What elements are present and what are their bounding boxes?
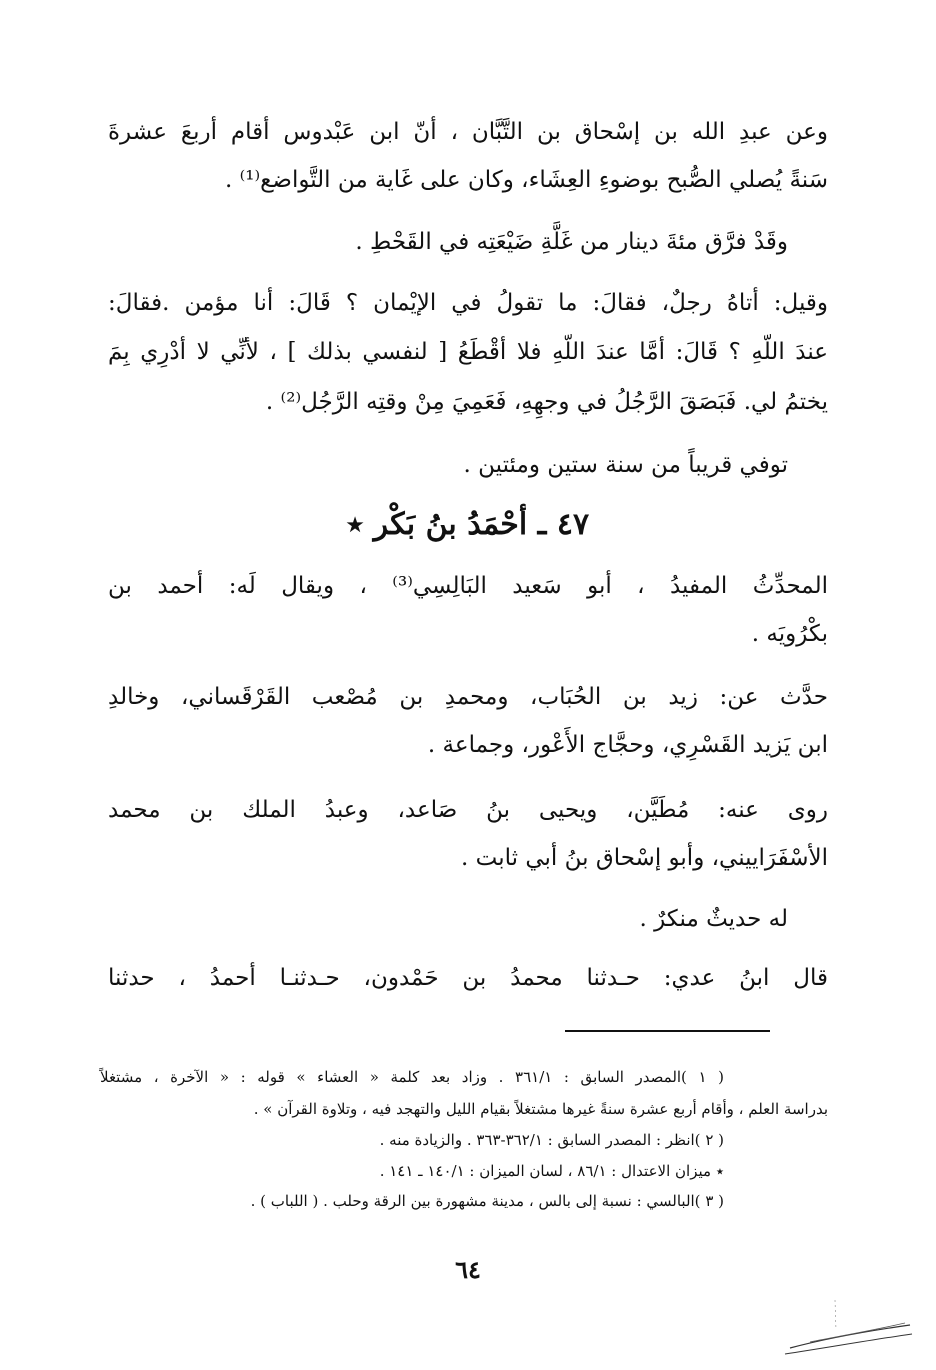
paragraph-line: وعن عبدِ الله بن إسْحاق بن التَّبَّان ، أنّ ابن عَبْدوس أقام أربعَ عشرةَ [108,119,828,145]
paragraph-line: المحدِّثُ المفيدُ ، أبو سَعيد البَالِسِي⁽³⁾ ، ويقال لَه: أحمد بن [108,573,828,599]
paragraph-line: له حديثٌ منكرٌ . [639,906,788,932]
footnote-separator [565,1030,770,1032]
paragraph-line: وقيل: أتاهُ رجلٌ، فقالَ: ما تقولُ في الإيْمان ؟ قَالَ: أنا مؤمن .فقالَ: [108,290,828,316]
footnote-line: بدراسة العلم ، وأقام أربع عشرة سنةً غيرها مشتغلاً بقيام الليل والتهجد فيه ، وتلاوة القرآن » . [253,1100,828,1118]
paragraph-line: بكْرُويَه . [751,621,828,647]
paragraph-line: يختمُ لي. فَبَصَقَ الرَّجُلُ في وجهِهِ، فَعَمِيَ مِنْ وقتِه الرَّجُل⁽²⁾ . [265,389,828,415]
paragraph-line: عندَ اللّهِ ؟ قَالَ: أمَّا عندَ اللّهِ فلا أقْطَعُ [ لنفسي بذلك ] ، لأنِّي لا أدْرِي بِمَ [108,339,828,365]
footnote-line: ( ٣ )البالسي : نسبة إلى بالس ، مدينة مشهورة بين الرقة وحلب . ( اللباب ) . [250,1192,724,1210]
paragraph-line: روى عنه: مُطَيَّن، ويحيى بنُ صَاعد، وعبدُ الملك بن محمد [108,797,828,823]
footnote-line: ٭ ميزان الاعتدال : ٨٦/١ ، لسان الميزان : ١٤٠/١ ـ ١٤١ . [379,1162,724,1180]
footnote-line: ( ١ )المصدر السابق : ٣٦١/١ . وزاد بعد كلمة « العشاء » قوله : « الآخرة ، مشتغلاً [100,1068,725,1086]
entry-heading: ٤٧ ـ أحْمَدُ بنُ بَكْر ٭ [346,507,590,542]
page-number: ٦٤ [455,1255,481,1284]
pen-mark [780,1290,920,1360]
paragraph-line: وقَدْ فرَّق مئةَ دينار من غَلَّةِ ضَيْعَتِه في القَحْطِ . [355,229,788,255]
paragraph-line: ابن يَزيد القَسْرِي، وحجَّاج الأَعْور، وجماعة . [427,732,828,758]
paragraph-line: سَنةً يُصلي الصُّبح بوضوءِ العِشَاء، وكان على غَاية من التَّواضع⁽¹⁾ . [225,167,828,193]
paragraph-line: الأسْفَرَاييني، وأبو إسْحاق بنُ أبي ثابت . [461,845,828,871]
paragraph-line: توفي قريباً من سنة ستين ومئتين . [463,452,788,478]
footnote-line: ( ٢ )انظر : المصدر السابق : ٣٦٢/١-٣٦٣ . والزيادة منه . [379,1131,724,1149]
paragraph-line: قال ابنُ عدي: حـدثنا محمدُ بن حَمْدون، حـدثنـا أحمدُ ، حدثنا [108,965,828,991]
paragraph-line: حدَّث عن: زيد بن الحُبَاب، ومحمدِ بن مُصْعب القَرْقَساني، وخالدِ [108,684,828,710]
